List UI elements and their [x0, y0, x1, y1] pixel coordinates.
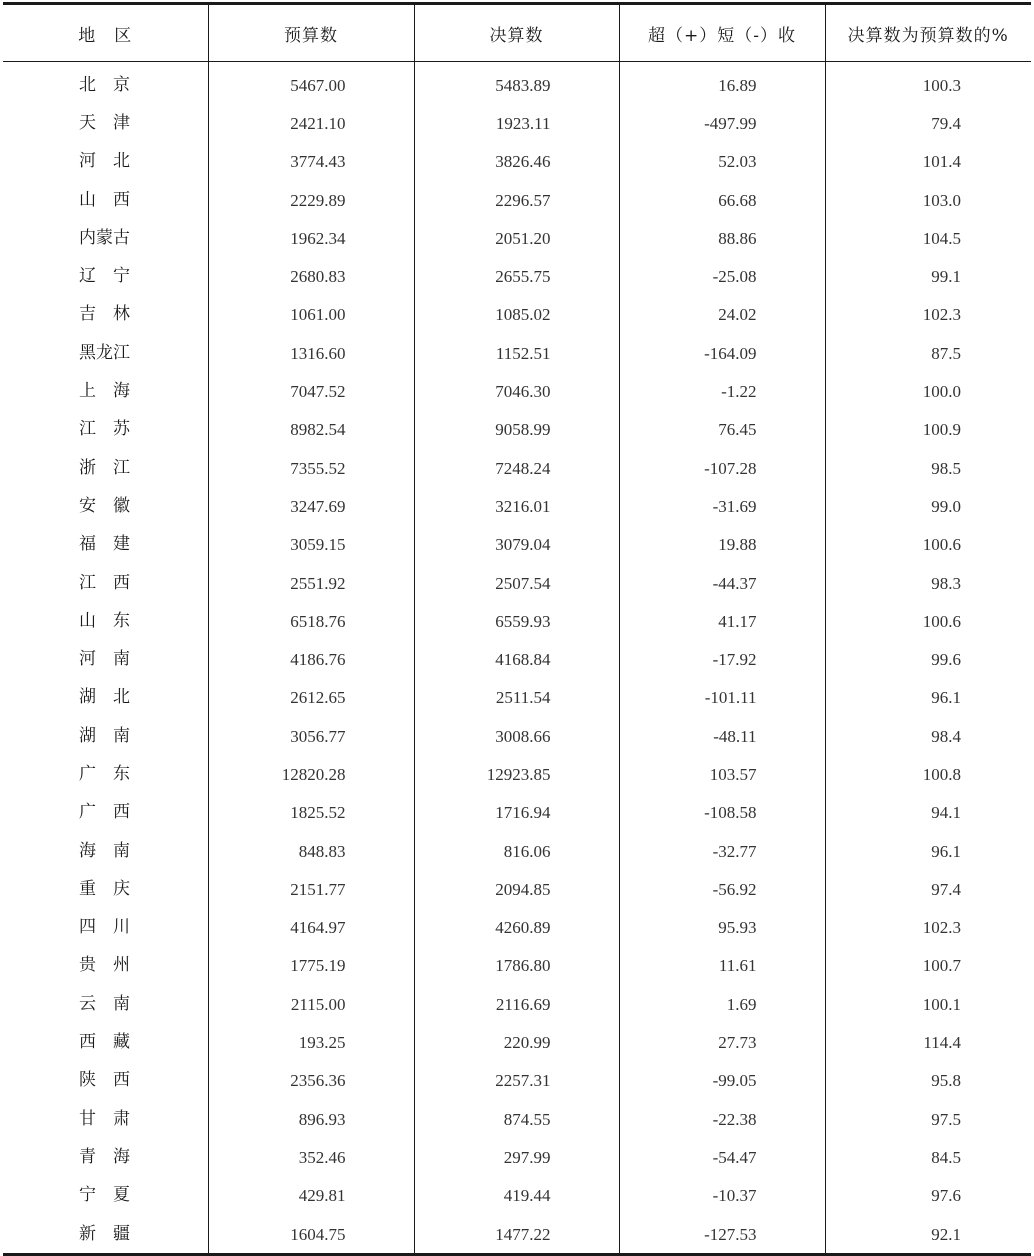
cell-percentage: 97.4 [825, 870, 1031, 908]
table-row [3, 181, 1031, 219]
cell-percentage: 94.1 [825, 794, 1031, 832]
cell-difference: -10.37 [619, 1177, 825, 1215]
cell-difference: -25.08 [619, 257, 825, 295]
cell-region: 海 南 [79, 840, 130, 861]
cell-difference: -497.99 [619, 104, 825, 142]
cell-region: 青 海 [79, 1146, 130, 1167]
cell-region: 天 津 [79, 112, 130, 133]
cell-percentage: 98.5 [825, 449, 1031, 487]
cell-final: 3216.01 [414, 487, 619, 525]
cell-percentage: 96.1 [825, 832, 1031, 870]
cell-percentage: 98.3 [825, 564, 1031, 602]
header-budget: 预算数 [208, 4, 414, 62]
cell-difference: -48.11 [619, 717, 825, 755]
cell-budget: 3247.69 [208, 487, 414, 525]
table-row [3, 640, 1031, 678]
cell-final: 7046.30 [414, 372, 619, 410]
cell-percentage: 102.3 [825, 296, 1031, 334]
cell-final: 2511.54 [414, 679, 619, 717]
cell-budget: 4186.76 [208, 640, 414, 678]
cell-difference: 27.73 [619, 1023, 825, 1061]
table-row [3, 143, 1031, 181]
table-row [3, 602, 1031, 640]
cell-percentage: 100.9 [825, 411, 1031, 449]
cell-final: 1786.80 [414, 947, 619, 985]
cell-difference: -108.58 [619, 794, 825, 832]
cell-difference: 24.02 [619, 296, 825, 334]
cell-region: 辽 宁 [79, 266, 130, 287]
table-row [3, 1062, 1031, 1100]
table-row [3, 411, 1031, 449]
cell-budget: 1604.75 [208, 1215, 414, 1255]
cell-final: 220.99 [414, 1023, 619, 1061]
table-row [3, 257, 1031, 295]
cell-final: 2094.85 [414, 870, 619, 908]
cell-difference: -22.38 [619, 1100, 825, 1138]
cell-budget: 12820.28 [208, 755, 414, 793]
table-row [3, 794, 1031, 832]
table-row [3, 296, 1031, 334]
cell-difference: -164.09 [619, 334, 825, 372]
cell-final: 4168.84 [414, 640, 619, 678]
cell-region: 西 藏 [79, 1032, 130, 1053]
cell-difference: -44.37 [619, 564, 825, 602]
table-row [3, 449, 1031, 487]
table-header-row [3, 4, 1031, 62]
table-row [3, 909, 1031, 947]
cell-budget: 3059.15 [208, 526, 414, 564]
cell-budget: 193.25 [208, 1023, 414, 1061]
cell-budget: 1061.00 [208, 296, 414, 334]
header-final: 决算数 [414, 4, 619, 62]
cell-final: 1716.94 [414, 794, 619, 832]
table-row [3, 1177, 1031, 1215]
cell-final: 3079.04 [414, 526, 619, 564]
table-row [3, 334, 1031, 372]
cell-percentage: 96.1 [825, 679, 1031, 717]
cell-final: 2257.31 [414, 1062, 619, 1100]
header-percentage: 决算数为预算数的% [825, 4, 1031, 62]
cell-percentage: 98.4 [825, 717, 1031, 755]
cell-region: 广 东 [79, 763, 130, 784]
cell-percentage: 92.1 [825, 1215, 1031, 1255]
table-row [3, 947, 1031, 985]
table-row [3, 985, 1031, 1023]
cell-budget: 2356.36 [208, 1062, 414, 1100]
cell-percentage: 97.6 [825, 1177, 1031, 1215]
cell-region: 安 徽 [79, 495, 130, 516]
cell-difference: -32.77 [619, 832, 825, 870]
cell-final: 1152.51 [414, 334, 619, 372]
cell-percentage: 87.5 [825, 334, 1031, 372]
cell-final: 419.44 [414, 1177, 619, 1215]
cell-final: 2051.20 [414, 219, 619, 257]
cell-percentage: 100.7 [825, 947, 1031, 985]
cell-final: 12923.85 [414, 755, 619, 793]
cell-percentage: 99.6 [825, 640, 1031, 678]
cell-budget: 848.83 [208, 832, 414, 870]
table-row [3, 564, 1031, 602]
cell-region: 广 西 [79, 802, 130, 823]
cell-difference: 103.57 [619, 755, 825, 793]
cell-final: 1085.02 [414, 296, 619, 334]
cell-final: 1923.11 [414, 104, 619, 142]
cell-final: 3008.66 [414, 717, 619, 755]
table-row [3, 219, 1031, 257]
cell-region: 陕 西 [79, 1070, 130, 1091]
table-row [3, 679, 1031, 717]
cell-budget: 2229.89 [208, 181, 414, 219]
table-row [3, 717, 1031, 755]
header-difference: 超（+）短（-）收 [619, 4, 825, 62]
cell-final: 874.55 [414, 1100, 619, 1138]
cell-budget: 3774.43 [208, 143, 414, 181]
cell-difference: 66.68 [619, 181, 825, 219]
cell-final: 2116.69 [414, 985, 619, 1023]
cell-budget: 8982.54 [208, 411, 414, 449]
cell-budget: 3056.77 [208, 717, 414, 755]
cell-region: 山 东 [79, 610, 130, 631]
cell-percentage: 104.5 [825, 219, 1031, 257]
cell-budget: 7355.52 [208, 449, 414, 487]
cell-final: 1477.22 [414, 1215, 619, 1255]
cell-percentage: 99.1 [825, 257, 1031, 295]
table-row [3, 487, 1031, 525]
cell-final: 3826.46 [414, 143, 619, 181]
cell-region: 内蒙古 [79, 227, 130, 248]
cell-region: 江 西 [79, 572, 130, 593]
cell-region: 新 疆 [3, 1215, 208, 1255]
table-row [3, 832, 1031, 870]
cell-difference: 1.69 [619, 985, 825, 1023]
cell-difference: 52.03 [619, 143, 825, 181]
cell-percentage: 97.5 [825, 1100, 1031, 1138]
cell-region: 河 南 [79, 649, 130, 670]
cell-final: 7248.24 [414, 449, 619, 487]
cell-final: 6559.93 [414, 602, 619, 640]
cell-region: 河 北 [79, 151, 130, 172]
cell-region: 浙 江 [79, 457, 130, 478]
cell-percentage: 101.4 [825, 143, 1031, 181]
cell-final: 9058.99 [414, 411, 619, 449]
cell-budget: 2680.83 [208, 257, 414, 295]
cell-final: 2296.57 [414, 181, 619, 219]
cell-budget: 1316.60 [208, 334, 414, 372]
cell-percentage: 100.6 [825, 526, 1031, 564]
cell-percentage: 114.4 [825, 1023, 1031, 1061]
cell-percentage: 100.1 [825, 985, 1031, 1023]
cell-region: 宁 夏 [79, 1185, 130, 1206]
cell-final: 4260.89 [414, 909, 619, 947]
cell-percentage: 100.3 [825, 66, 1031, 104]
cell-final: 2655.75 [414, 257, 619, 295]
table-row [3, 1138, 1031, 1176]
cell-budget: 4164.97 [208, 909, 414, 947]
cell-region: 北 京 [79, 74, 130, 95]
cell-difference: -107.28 [619, 449, 825, 487]
cell-final: 816.06 [414, 832, 619, 870]
cell-difference: 95.93 [619, 909, 825, 947]
cell-final: 5483.89 [414, 66, 619, 104]
cell-budget: 1825.52 [208, 794, 414, 832]
cell-region: 湖 南 [79, 725, 130, 746]
cell-difference: -127.53 [619, 1215, 825, 1255]
table-row [3, 104, 1031, 142]
cell-difference: 88.86 [619, 219, 825, 257]
cell-difference: 41.17 [619, 602, 825, 640]
header-region: 地 区 [3, 4, 208, 62]
cell-percentage: 100.0 [825, 372, 1031, 410]
cell-difference: -54.47 [619, 1138, 825, 1176]
cell-budget: 896.93 [208, 1100, 414, 1138]
cell-final: 2507.54 [414, 564, 619, 602]
cell-difference: -17.92 [619, 640, 825, 678]
cell-difference: 11.61 [619, 947, 825, 985]
table-row [3, 755, 1031, 793]
cell-final: 297.99 [414, 1138, 619, 1176]
budget-table [3, 2, 1031, 1256]
cell-budget: 2115.00 [208, 985, 414, 1023]
table-row [3, 1100, 1031, 1138]
cell-region: 上 海 [79, 381, 130, 402]
cell-budget: 1775.19 [208, 947, 414, 985]
cell-budget: 2151.77 [208, 870, 414, 908]
cell-percentage: 99.0 [825, 487, 1031, 525]
cell-budget: 2612.65 [208, 679, 414, 717]
cell-difference: -56.92 [619, 870, 825, 908]
table-row [3, 372, 1031, 410]
table-row [3, 1215, 1031, 1255]
cell-budget: 7047.52 [208, 372, 414, 410]
cell-budget: 429.81 [208, 1177, 414, 1215]
cell-region: 贵 州 [79, 955, 130, 976]
cell-difference: -1.22 [619, 372, 825, 410]
cell-region: 吉 林 [79, 304, 130, 325]
cell-region: 云 南 [79, 993, 130, 1014]
cell-region: 福 建 [79, 534, 130, 555]
cell-budget: 2421.10 [208, 104, 414, 142]
cell-region: 江 苏 [79, 419, 130, 440]
cell-region: 重 庆 [79, 878, 130, 899]
cell-region: 黑龙江 [79, 342, 130, 363]
cell-budget: 5467.00 [208, 66, 414, 104]
cell-percentage: 102.3 [825, 909, 1031, 947]
cell-difference: -99.05 [619, 1062, 825, 1100]
cell-difference: 16.89 [619, 66, 825, 104]
table-row [3, 526, 1031, 564]
cell-percentage: 100.6 [825, 602, 1031, 640]
cell-region: 湖 北 [79, 687, 130, 708]
table-row [3, 1023, 1031, 1061]
cell-percentage: 95.8 [825, 1062, 1031, 1100]
cell-percentage: 100.8 [825, 755, 1031, 793]
cell-region: 四 川 [79, 917, 130, 938]
table-body [3, 62, 1031, 1255]
cell-budget: 352.46 [208, 1138, 414, 1176]
cell-budget: 2551.92 [208, 564, 414, 602]
table-row [3, 66, 1031, 104]
budget-table-container [3, 2, 1031, 1256]
cell-budget: 1962.34 [208, 219, 414, 257]
cell-region: 山 西 [79, 189, 130, 210]
cell-budget: 6518.76 [208, 602, 414, 640]
cell-difference: 19.88 [619, 526, 825, 564]
cell-region: 甘 肃 [79, 1108, 130, 1129]
cell-difference: -31.69 [619, 487, 825, 525]
cell-difference: -101.11 [619, 679, 825, 717]
cell-percentage: 103.0 [825, 181, 1031, 219]
cell-difference: 76.45 [619, 411, 825, 449]
table-row [3, 870, 1031, 908]
cell-percentage: 84.5 [825, 1138, 1031, 1176]
cell-percentage: 79.4 [825, 104, 1031, 142]
